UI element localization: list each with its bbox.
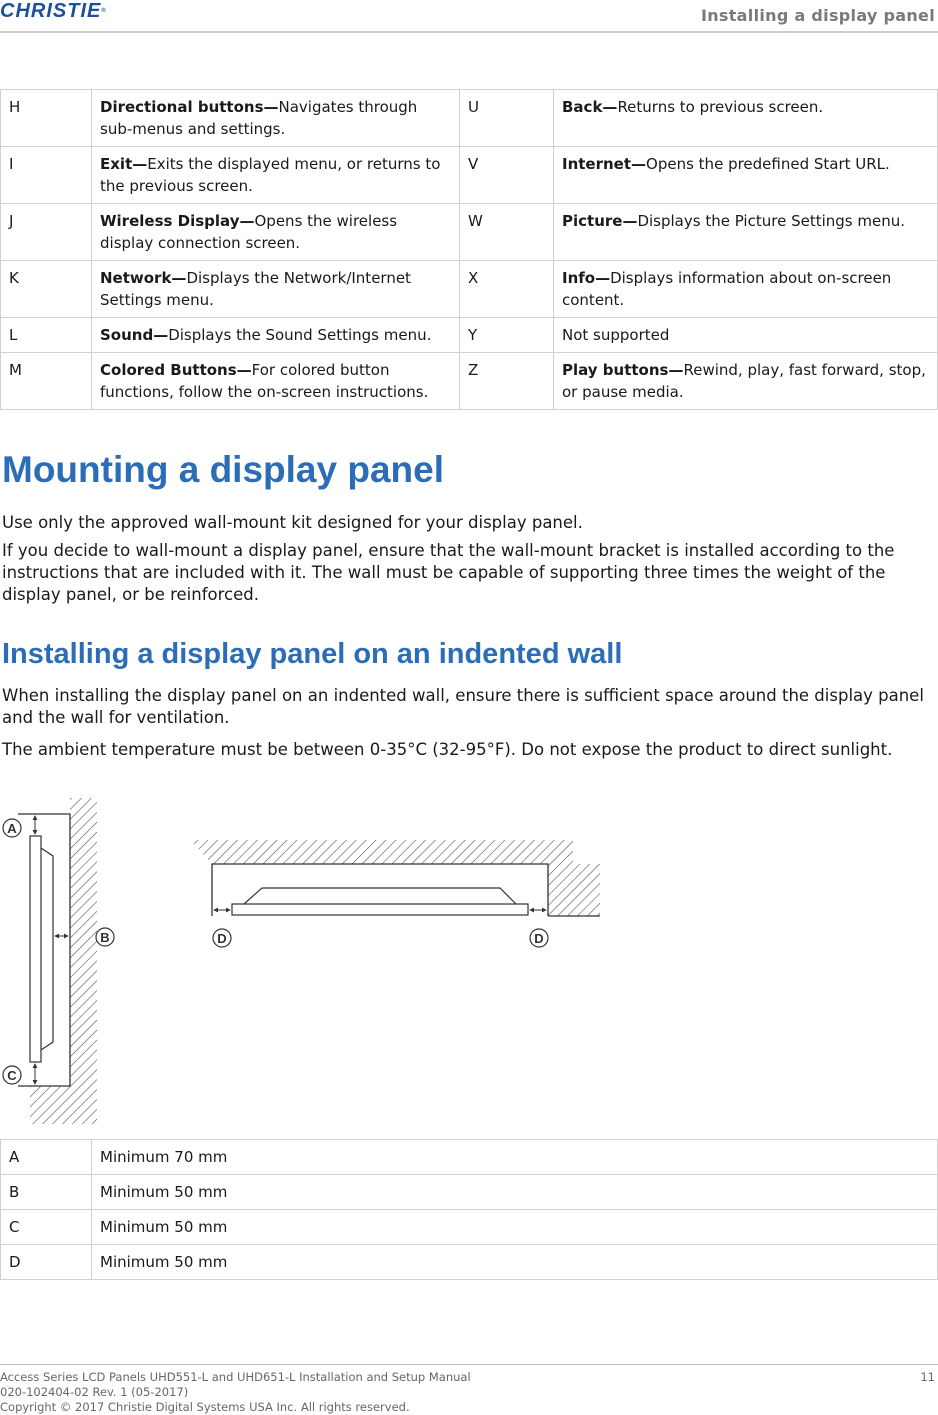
footer-copyright: Copyright © 2017 Christie Digital Systems USA Inc. All rights reserved. — [0, 1400, 410, 1414]
table-row — [1, 147, 938, 204]
clearance-value: Minimum 70 mm — [92, 1140, 938, 1175]
key-description: Back—Returns to previous screen. — [554, 90, 938, 147]
key-letter: I — [1, 147, 92, 204]
christie-logo: CHRISTIE® — [0, 0, 107, 22]
footer-divider — [0, 1364, 938, 1365]
key-description: Exit—Exits the displayed menu, or returns to the previous screen. — [92, 147, 460, 204]
key-letter: Y — [460, 318, 554, 353]
key-letter: X — [460, 261, 554, 318]
key-letter: W — [460, 204, 554, 261]
key-description: Directional buttons—Navigates through sub-menus and settings. — [92, 90, 460, 147]
clearance-value: Minimum 50 mm — [92, 1245, 938, 1280]
page-number: 11 — [920, 1370, 935, 1384]
clearance-value: Minimum 50 mm — [92, 1175, 938, 1210]
key-letter: Z — [460, 353, 554, 410]
table-row — [1, 1175, 938, 1210]
clearance-label: D — [1, 1245, 92, 1280]
remote-key-table — [0, 89, 938, 410]
key-description: Sound—Displays the Sound Settings menu. — [92, 318, 460, 353]
table-row — [1, 1245, 938, 1280]
table-row — [1, 353, 938, 410]
display-panel-top — [232, 904, 528, 915]
running-title: Installing a display panel — [700, 6, 935, 25]
header-divider — [0, 31, 938, 33]
paragraph: If you decide to wall-mount a display panel, ensure that the wall-mount bracket is installed according to the instructions that are included with it. The wall must be capable of supporting three times the weight of the display panel, or be reinforced. — [2, 541, 895, 604]
table-row — [1, 1140, 938, 1175]
section-heading-mounting: Mounting a display panel — [2, 449, 444, 490]
key-description: Wireless Display—Opens the wireless display connection screen. — [92, 204, 460, 261]
key-letter: K — [1, 261, 92, 318]
footer — [0, 1370, 471, 1415]
key-description: Not supported — [554, 318, 938, 353]
side-view — [3, 798, 114, 1124]
clearance-label: B — [1, 1175, 92, 1210]
clearance-value: Minimum 50 mm — [92, 1210, 938, 1245]
callout-d-left-label: D — [217, 931, 227, 946]
key-description: Colored Buttons—For colored button functions, follow the on-screen instructions. — [92, 353, 460, 410]
key-letter: U — [460, 90, 554, 147]
callout-b-label: B — [100, 930, 110, 945]
key-letter: H — [1, 90, 92, 147]
clearance-label: C — [1, 1210, 92, 1245]
clearance-diagram — [0, 790, 620, 1130]
panel-back — [244, 888, 516, 904]
key-description: Info—Displays information about on-screen content. — [554, 261, 938, 318]
callout-a-label: A — [7, 821, 17, 836]
paragraph: When installing the display panel on an indented wall, ensure there is sufficient space around the display panel and the wall for ventilation. — [2, 686, 924, 727]
table-row — [1, 261, 938, 318]
key-letter: L — [1, 318, 92, 353]
key-letter: M — [1, 353, 92, 410]
paragraph: The ambient temperature must be between 0-35°C (32-95°F). Do not expose the product to direct sunlight. — [2, 740, 893, 759]
table-row — [1, 1210, 938, 1245]
section-heading-indented-wall: Installing a display panel on an indented wall — [2, 638, 623, 670]
callout-d-right-label: D — [534, 931, 544, 946]
callout-c-label: C — [7, 1068, 17, 1083]
key-description: Internet—Opens the predefined Start URL. — [554, 147, 938, 204]
table-row — [1, 204, 938, 261]
footer-manual-title: Access Series LCD Panels UHD551-L and UHD651-L Installation and Setup Manual — [0, 1370, 471, 1384]
key-description: Network—Displays the Network/Internet Settings menu. — [92, 261, 460, 318]
clearance-table — [0, 1139, 938, 1280]
clearance-label: A — [1, 1140, 92, 1175]
wall-outline — [18, 814, 70, 1086]
key-letter: J — [1, 204, 92, 261]
panel-back — [41, 848, 53, 1050]
paragraph: Use only the approved wall-mount kit designed for your display panel. — [2, 513, 583, 532]
table-row — [1, 318, 938, 353]
footer-doc-number: 020-102404-02 Rev. 1 (05-2017) — [0, 1385, 189, 1399]
display-panel-side — [30, 836, 41, 1062]
key-description: Play buttons—Rewind, play, fast forward, stop, or pause media. — [554, 353, 938, 410]
table-row — [1, 90, 938, 147]
key-description: Picture—Displays the Picture Settings menu. — [554, 204, 938, 261]
key-letter: V — [460, 147, 554, 204]
top-view — [190, 840, 600, 947]
